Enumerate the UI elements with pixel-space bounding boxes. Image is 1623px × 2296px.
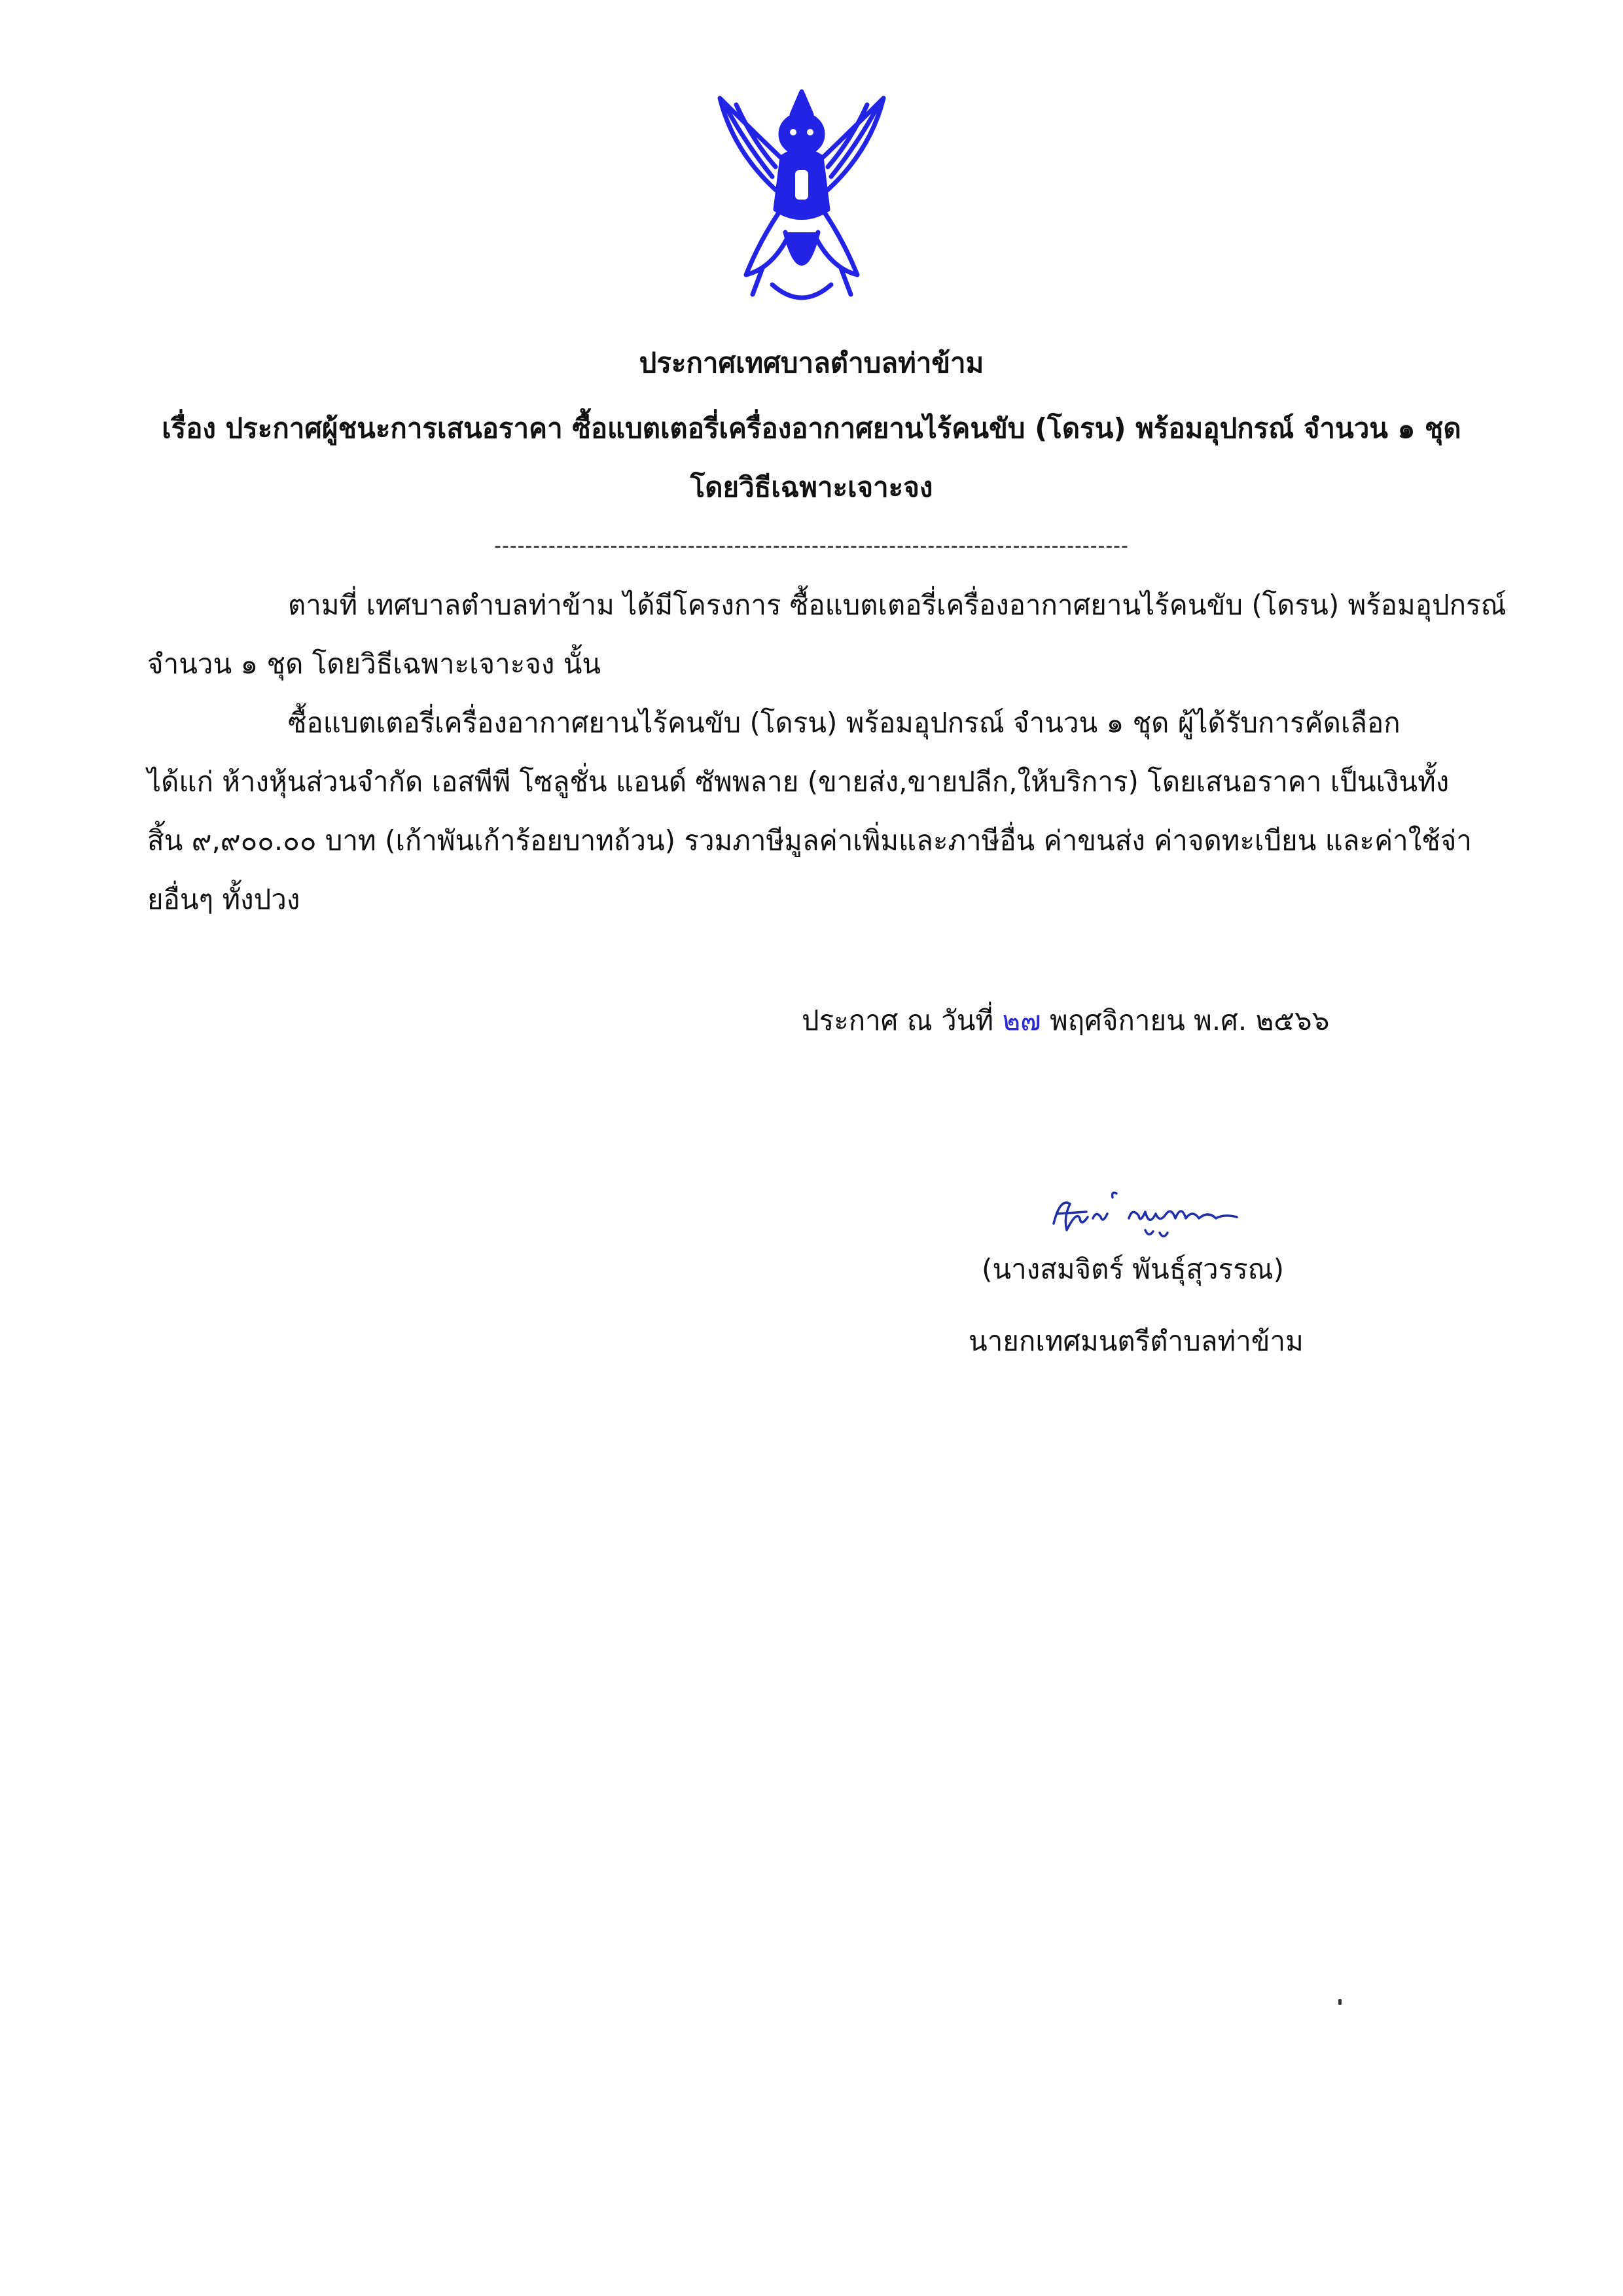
- signatory-name: (นางสมจิตร์ พันธุ์สุวรรณ): [982, 1253, 1285, 1285]
- paragraph-2-line-2: ได้แก่ ห้างหุ้นส่วนจำกัด เอสพีพี โซลูชั่น แอนด์ ซัพพลาย (ขายส่ง,ขายปลีก,ให้บริการ) โดยเสนอราคา เป็นเงินทั้ง: [147, 766, 1450, 798]
- handwritten-signature-icon: [1041, 1178, 1257, 1250]
- paragraph-2-line-3: สิ้น ๙,๙๐๐.๐๐ บาท (เก้าพันเก้าร้อยบาทถ้วน) รวมภาษีมูลค่าเพิ่มและภาษีอื่น ค่าขนส่ง ค่าจดทะเบียน และค่าใช้จ่า: [147, 824, 1472, 857]
- announcement-subject: เรื่อง ประกาศผู้ชนะการเสนอราคา ซื้อแบตเตอรี่เครื่องอากาศยานไร้คนขับ (โดรน) พร้อมอุปกรณ์ จำนวน ๑ ชุด: [162, 412, 1461, 444]
- procurement-method: โดยวิธีเฉพาะเจาะจง: [690, 471, 933, 503]
- scan-speck: [1338, 1999, 1342, 2005]
- announcement-title: ประกาศเทศบาลตำบลท่าข้าม: [639, 347, 984, 379]
- date-month-year: พฤศจิกายน พ.ศ. ๒๕๖๖: [1050, 1004, 1330, 1036]
- paragraph-1-line-2: จำนวน ๑ ชุด โดยวิธีเฉพาะเจาะจง นั้น: [147, 648, 601, 680]
- paragraph-1-line-1: ตามที่ เทศบาลตำบลท่าข้าม ได้มีโครงการ ซื้อแบตเตอรี่เครื่องอากาศยานไร้คนขับ (โดรน) พร้อมอุปกรณ์: [288, 589, 1507, 621]
- signatory-position: นายกเทศมนตรีตำบลท่าข้าม: [969, 1325, 1304, 1357]
- separator-line: ----------------------------------------------------------------------------------: [494, 535, 1129, 557]
- garuda-emblem-icon: [707, 79, 897, 314]
- date-day: ๒๗: [1002, 1004, 1041, 1036]
- paragraph-2-line-1: ซื้อแบตเตอรี่เครื่องอากาศยานไร้คนขับ (โดรน) พร้อมอุปกรณ์ จำนวน ๑ ชุด ผู้ได้รับการคัดเลือก: [288, 707, 1400, 739]
- paragraph-2-line-4: ยอื่นๆ ทั้งปวง: [147, 883, 300, 915]
- announcement-date: [802, 1001, 1329, 1040]
- date-prefix: ประกาศ ณ วันที่: [802, 1004, 994, 1036]
